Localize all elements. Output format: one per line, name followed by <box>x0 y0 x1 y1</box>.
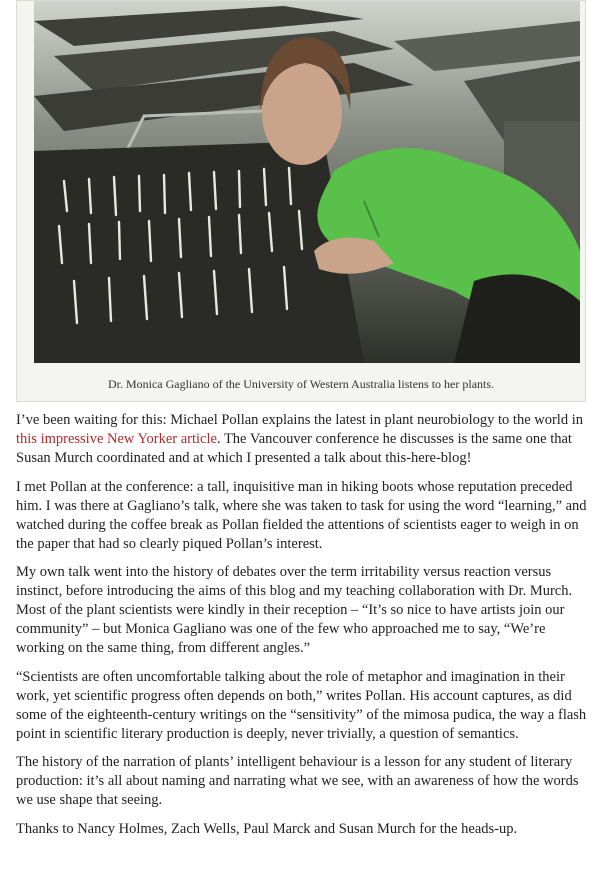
paragraph-1-intro: I’ve been waiting for this: Michael Pollan explains the latest in plant neurobiology to the world in <box>16 412 583 428</box>
paragraph-1 <box>16 411 590 468</box>
paragraph-3: My own talk went into the history of debates over the term irritability versus reaction versus instinct, before introducing the aims of this blog and my teaching collaboration with Dr. Murch. Most of the plant scientists were kindly in their reception – “It’s so nice to have artists join our community” – but Monica Gagliano was one of the few who approached me to say, “We’re working on the same thing, from different angles.” <box>16 564 573 656</box>
new-yorker-article-link[interactable]: this impressive New Yorker article <box>16 431 217 447</box>
paragraph-5: The history of the narration of plants’ intelligent behaviour is a lesson for any student of literary production: it’s all about naming and narrating what we see, with an awareness of how the words we use shape that seeing. <box>16 754 579 808</box>
paragraph-6: Thanks to Nancy Holmes, Zach Wells, Paul Marck and Susan Murch for the heads-up. <box>16 820 518 837</box>
article-figure <box>16 0 586 402</box>
figure-caption: Dr. Monica Gagliano of the University of Western Australia listens to her plants. <box>107 377 495 391</box>
paragraph-1-rest: . The Vancouver conference he discusses is the same one that Susan Murch coordinated and at which I presented a talk about this-here-blog! <box>16 431 572 466</box>
article-body <box>16 411 590 848</box>
paragraph-2: I met Pollan at the conference: a tall, inquisitive man in hiking boots whose reputation preceded him. I was there at Gagliano’s talk, where she was taken to task for using the word “learning,” and watched during the coffee break as Pollan fielded the attentions of scientists eager to weigh in on the paper that had so clearly piqued Pollan’s interest. <box>16 478 587 552</box>
greenhouse-photo <box>34 1 580 363</box>
paragraph-4: “Scientists are often uncomfortable talking about the role of metaphor and imagination in their work, yet scientific progress often depends on both,” writes Pollan. His account captures, as did some of the eighteenth-century writings on the “sensitivity” of the mimosa pudica, the way a flash point in scientific literary production is deeply, never trivially, a question of semantics. <box>16 668 587 742</box>
photo-illustration <box>34 1 580 363</box>
